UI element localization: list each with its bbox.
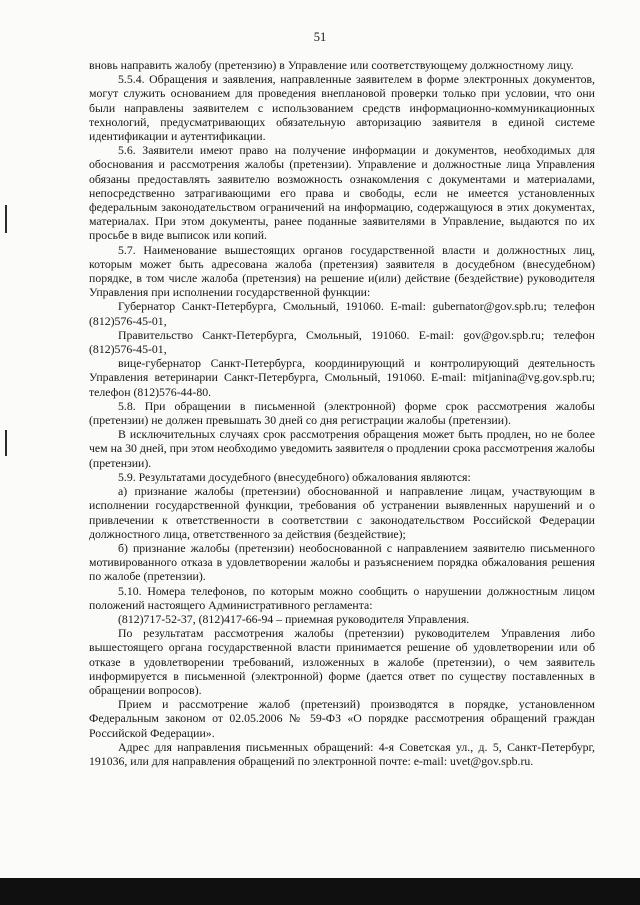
paragraph-5-7: 5.7. Наименование вышестоящих органов государственной власти и должностных лиц, которым может быть адресована жалоба (претензия) заявителя в досудебном (внесудебном) порядке, в том числе жалоба (претензия) на решение и(или) действие (бездействие) руководителя Управления при исполнении государственной функции: — [89, 242, 595, 300]
result-item-a: а) признание жалобы (претензии) обоснованной и направление лицам, участвующим в исполнении государственной функции, требования об устранении выявленных нарушений и о привлечении к ответственности в соответствии с законодательством Российской Федерации должностного лица, ответственного за действия (бездействие); — [89, 484, 595, 541]
contact-governor: Губернатор Санкт-Петербурга, Смольный, 191060. E-mail: gubernator@gov.spb.ru; телефон (812)576-45-01, — [89, 299, 595, 328]
contact-vice-governor: вице-губернатор Санкт-Петербурга, координирующий и контролирующий деятельность Управления ветеринарии Санкт-Петербурга, Смольный, 191060. E-mail: mitjanina@vg.gov.spb.ru; телефон (812)576-44-80. — [89, 356, 595, 399]
scan-bottom-band — [0, 878, 640, 905]
paragraph-5-5-4: 5.5.4. Обращения и заявления, направленные заявителем в форме электронных документов, могут служить основанием для проведения внеплановой проверки только при условии, что они были направлены заявителем с использованием средств информационно-коммуникационных технологий, предусматривающих обязательную авторизацию заявителя в единой системе идентификации и аутентификации. — [89, 72, 595, 144]
paragraph-decision: По результатам рассмотрения жалобы (претензии) руководителем Управления либо вышестоящего органа государственной власти принимается решение об удовлетворении или об отказе в удовлетворении требований, изложенных в жалобе (претензии), о чем заявитель информируется в письменной (электронной) форме (дается ответ по существу поставленных в обращении вопросов). — [89, 626, 595, 697]
paragraph-extension: В исключительных случаях срок рассмотрения обращения может быть продлен, но не более чем на 30 дней, при этом необходимо уведомить заявителя о продлении срока рассмотрения жалобы (претензии). — [89, 427, 595, 470]
scan-margin-mark — [5, 205, 7, 233]
paragraph-address: Адрес для направления письменных обращений: 4-я Советская ул., д. 5, Санкт-Петербург, 191036, или для направления обращений по электронной почте: e-mail: uvet@gov.spb.ru. — [89, 739, 595, 768]
scan-margin-mark — [5, 430, 7, 456]
paragraph-continuation: вновь направить жалобу (претензию) в Управление или соответствующему должностному лицу. — [89, 58, 574, 72]
paragraph-5-8: 5.8. При обращении в письменной (электронной) форме срок рассмотрения жалобы (претензии) не должен превышать 30 дней со дня регистрации жалобы (претензии). — [89, 398, 595, 428]
paragraph-5-6: 5.6. Заявители имеют право на получение информации и документов, необходимых для обоснования и рассмотрения жалобы (претензии). Управление и должностные лица Управления обязаны предоставлять заявителю возможность ознакомления с документами и материалами, непосредственно затрагивающими его права и свободы, если не имеется установленных федеральным законодательством ограничений на информацию, содержащуюся в этих документах, материалах. При этом документы, ранее поданные заявителями в Управление, выдаются по их просьбе в виде выписок или копий. — [89, 143, 595, 243]
result-item-b: б) признание жалобы (претензии) необоснованной с направлением заявителю письменного мотивированного отказа в удовлетворении жалобы и разъяснением порядка обжалования решения по жалобе (претензии). — [89, 540, 595, 584]
reception-phones: (812)717-52-37, (812)417-66-94 – приемная руководителя Управления. — [118, 611, 470, 626]
page-number: 51 — [313, 30, 327, 44]
paragraph-5-10: 5.10. Номера телефонов, по которым можно сообщить о нарушении должностным лицом положений настоящего Административного регламента: — [89, 583, 595, 612]
document-body — [89, 58, 595, 768]
paragraph-5-9: 5.9. Результатами досудебного (внесудебного) обжалования являются: — [118, 469, 471, 484]
paragraph-federal-law: Прием и рассмотрение жалоб (претензий) производятся в порядке, установленном Федеральным законом от 02.05.2006 № 59-ФЗ «О порядке рассмотрения обращений граждан Российской Федерации». — [89, 697, 595, 740]
contact-government: Правительство Санкт-Петербурга, Смольный, 191060. E-mail: gov@gov.spb.ru; телефон (812)576-45-01, — [89, 327, 595, 357]
